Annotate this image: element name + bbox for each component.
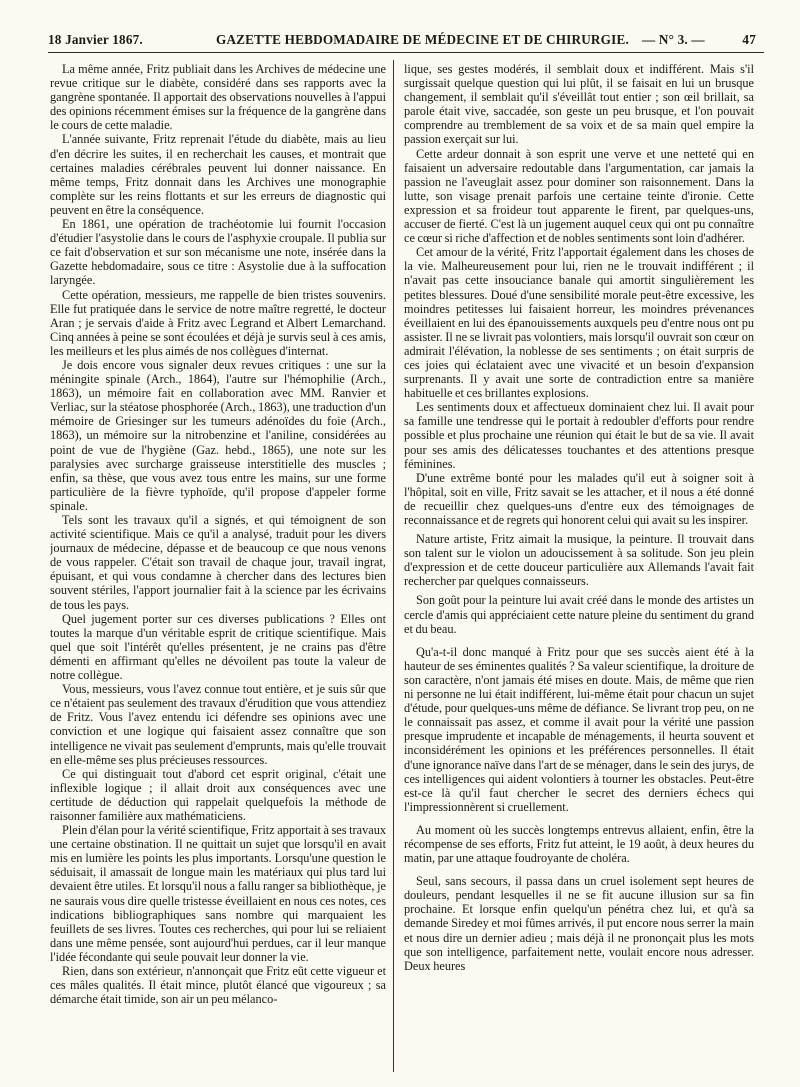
paragraph: La même année, Fritz publiait dans les Archives de médecine une revue critique sur le diabète, considéré dans ses rapports avec la gangrène spontanée. Il apportait des observations nouvelles à l'appui des opinions récemment émises sur la fréquence de la gangrène dans le cours de cette maladie. [50, 62, 386, 133]
paragraph: Au moment où les succès longtemps entrevus allaient, enfin, être la récompense de ses efforts, Fritz fut atteint, le 19 août, à deux heures du matin, par une attaque foudroyante de choléra. [404, 822, 754, 866]
header-issue-number: — N° 3. — [642, 32, 705, 47]
paragraph-continued: lique, ses gestes modérés, il semblait doux et indifférent. Mais s'il surgissait quelque question qui lui plût, il se faisait en lui un brusque changement, il semblait qu'il s'éveillât tout entier ; son œil brillait, sa parole était vive, saccadée, son geste un peu brusque, et l'on pouvait comprendre au tremblement de sa voix et de sa main quel empire la passion exerçait sur lui. [404, 62, 754, 147]
left-column [50, 62, 386, 1074]
paragraph: Plein d'élan pour la vérité scientifique, Fritz apportait à ses travaux une certaine obstination. Il ne quittait un sujet que lorsqu'il en avait mis en lumière les points les plus importants. Lorsqu'une question le séduisait, il amassait de longue main les matériaux qui plus tard lui devaient être utiles. Et lorsqu'il nous a fallu ranger sa bibliothèque, je ne saurais vous dire quelle tristesse éveillaient en nous ces notes, ces indications bibliographiques sans nombre qui marquaient les feuillets de ses livres. Toutes ces recherches, qui pour lui se reliaient dans une même pensée, sont aujourd'hui perdues, car il leur manque l'idée fécondante qui seule pouvait leur donner la vie. [50, 823, 386, 964]
paragraph: En 1861, une opération de trachéotomie lui fournit l'occasion d'étudier l'asystolie dans le cours de l'asphyxie croupale. Il publia sur ce fait d'observation et sur son mécanisme une note, insérée dans la Gazette hebdomadaire, sous ce titre : Asystolie due à la suffocation laryngée. [50, 217, 386, 288]
paragraph: Vous, messieurs, vous l'avez connue tout entière, et je suis sûr que ce n'étaient pas seulement des travaux d'érudition que vous attendiez de Fritz. Vous l'avez entendu ici défendre ses opinions avec une conviction et une logique qui faisaient assez connaître que son intelligence ne vivait pas seulement d'emprunts, mais qu'elle trouvait en elle-même ses plus précieuses ressources. [50, 682, 386, 767]
paragraph: Je dois encore vous signaler deux revues critiques : une sur la méningite spinale (Arch., 1864), l'autre sur l'hémophilie (Arch., 1863), un mémoire fait en collaboration avec MM. Ranvier et Verliac, sur la stéatose phosphorée (Arch., 1863), une traduction d'un mémoire de Griesinger sur les tumeurs adénoïdes du foie (Arch., 1863), un mémoire sur la nitrobenzine et l'aniline, considérées au point de vue de l'hygiène (Gaz. hebd., 1865), une note sur les paralysies avec surcharge graisseuse interstitielle des muscles ; enfin, sa thèse, que vous avez tous entre les mains, sur une forme particulière de la fièvre typhoïde, qu'il propose d'appeler forme spinale. [50, 357, 386, 513]
right-column [404, 62, 754, 1074]
paragraph: D'une extrême bonté pour les malades qu'il eut à soigner soit à l'hôpital, soit en ville, Fritz savait se les attacher, et il nous a été donné de recueillir chez quelques-uns d'entre eux des témoignages de reconnaissance et de regrets qui honorent celui qui avait su les inspirer. [404, 470, 754, 527]
header-page-number: 47 [742, 32, 756, 47]
header-date: 18 Janvier 1867. [48, 32, 143, 47]
paragraph: Quel jugement porter sur ces diverses publications ? Elles ont toutes la marque d'un véritable esprit de critique scientifique. Mais quel que soit l'intérêt qu'elles présentent, je ne crains pas d'être démenti en affirmant qu'elles ne dévoilent pas toute la valeur de notre collègue. [50, 611, 386, 683]
paragraph: Rien, dans son extérieur, n'annonçait que Fritz eût cette vigueur et ces mâles qualités. Il était mince, plutôt élancé que vigoureux ; sa démarche était timide, son air un peu mélanco- [50, 964, 386, 1007]
header-journal-title: GAZETTE HEBDOMADAIRE DE MÉDECINE ET DE CHIRURGIE. [216, 32, 629, 47]
header-rule [48, 52, 764, 53]
paragraph: Tels sont les travaux qu'il a signés, et qui témoignent de son activité scientifique. Mais ce qu'il a analysé, traduit pour les divers journaux de médecine, dépasse et de beaucoup ce que nous venons de vous rappeler. C'était son travail de chaque jour, travail ingrat, épuisant, et qui vous condamne à chercher dans des lectures bien souvent stériles, l'apport journalier fait à la science par les écrivains de tous les pays. [50, 513, 386, 612]
paragraph: Cette opération, messieurs, me rappelle de bien tristes souvenirs. Elle fut pratiquée dans le service de notre maître regretté, le docteur Aran ; je servais d'aide à Fritz avec Legrand et Albert Lemarchand. Cinq années à peine se sont écoulées et déjà je survis seul à ces amis, les meilleurs et les plus aimés de nos collègues d'internat. [50, 287, 386, 358]
page-header [48, 26, 760, 52]
paragraph: Cette ardeur donnait à son esprit une verve et une netteté qui en faisaient un adversaire redoutable dans l'argumentation, car jamais la passion ne l'aveuglait assez pour dominer son raisonnement. Dans la lutte, son visage prenait parfois une certaine teinte d'ironie. Cette expression et sa froideur tout apparente le firent, par quelques-uns, accuser de fierté. C'est là un jugement auquel ceux qui ont pu connaître ce cœur si riche d'affection et de nobles sentiments sont loin d'adhérer. [404, 146, 754, 246]
paragraph: Ce qui distinguait tout d'abord cet esprit original, c'était une inflexible logique ; il allait droit aux conséquences avec une certitude de déduction qui rappelait quelquefois la méthode de raisonner familière aux mathématiciens. [50, 766, 386, 823]
paragraph: Les sentiments doux et affectueux dominaient chez lui. Il avait pour sa famille une tendresse qui le portait à redoubler d'efforts pour rendre possible et plus prochaine une réunion qui était le but de sa vie. Il avait pour ses amis des délicatesses touchantes et des attentions presque féminines. [404, 400, 754, 471]
paragraph: Son goût pour la peinture lui avait créé dans le monde des artistes un cercle d'amis qui appréciaient cette nature pleine du sentiment du grand et du beau. [404, 593, 754, 636]
paragraph: Nature artiste, Fritz aimait la musique, la peinture. Il trouvait dans son talent sur le violon un adoucissement à sa solitude. Son jeu plein d'expression et de cette douceur particulière aux Allemands l'avait fait rechercher par quelques connaisseurs. [404, 532, 754, 589]
paragraph: Seul, sans secours, il passa dans un cruel isolement sept heures de douleurs, pendant lesquelles il ne se fit aucune illusion sur sa fin prochaine. Et lorsque enfin quelqu'un pénétra chez lui, et qu'à sa demande Siredey et moi fûmes arrivés, il put encore nous serrer la main et nous dire un dernier adieu ; mais déjà il ne prononçait plus les mots que son intelligence, parfaitement nette, voulait encore nous adresser. Deux heures [404, 874, 754, 973]
paragraph: L'année suivante, Fritz reprenait l'étude du diabète, mais au lieu d'en décrire les suites, il en recherchait les causes, et montrait que certaines maladies cérébrales peuvent lui donner naissance. En même temps, Fritz donnait dans les Archives une monographie complète sur les reins flottants et sur les erreurs de diagnostic qui peuvent en être la conséquence. [50, 132, 386, 217]
column-divider [393, 60, 394, 1072]
paragraph: Cet amour de la vérité, Fritz l'apportait également dans les choses de la vie. Malheureusement pour lui, rien ne le trouvait indifférent ; il n'avait pas cette insouciance banale qui amortit singulièrement les petites blessures. Doué d'une sensibilité morale peut-être excessive, les moindres petitesses lui faisaient horreur, les moindres prévenances éveillaient en lui des épanouissements auxquels peu d'entre nous ont pu assister. Il ne se livrait pas volontiers, mais lorsqu'il ouvrait son cœur on admirait l'élévation, la noblesse de ses sentiments ; on était surpris de ces joies qui éclataient avec une vivacité et un besoin d'expansion surprenants. Il y avait une sorte de contradiction entre sa manière habituelle et ces brillantes explosions. [404, 245, 754, 401]
paragraph: Qu'a-t-il donc manqué à Fritz pour que ses succès aient été à la hauteur de ses éminentes qualités ? Sa valeur scientifique, la droiture de son caractère, n'ont jamais été mises en doute. Mais, de même que rien ni personne ne lui était indifférent, lui-même était pour chacun un sujet d'étude, pour quelques-uns même de défiance. Se livrant trop peu, on ne le connaissait pas assez, et comme il avait pour la vérité une passion presque imprudente et incapable de ménagements, il heurta souvent et inconsidérément les opinions et les préférences personnelles. Il était d'une ignorance naïve dans l'art de se ménager, dans le sein des jurys, de ces intelligences qui aident volontiers à tourner les obstacles. Peut-être est-ce là qu'il faut chercher le secret des derniers échecs qui l'impressionnèrent si cruellement. [404, 644, 754, 814]
